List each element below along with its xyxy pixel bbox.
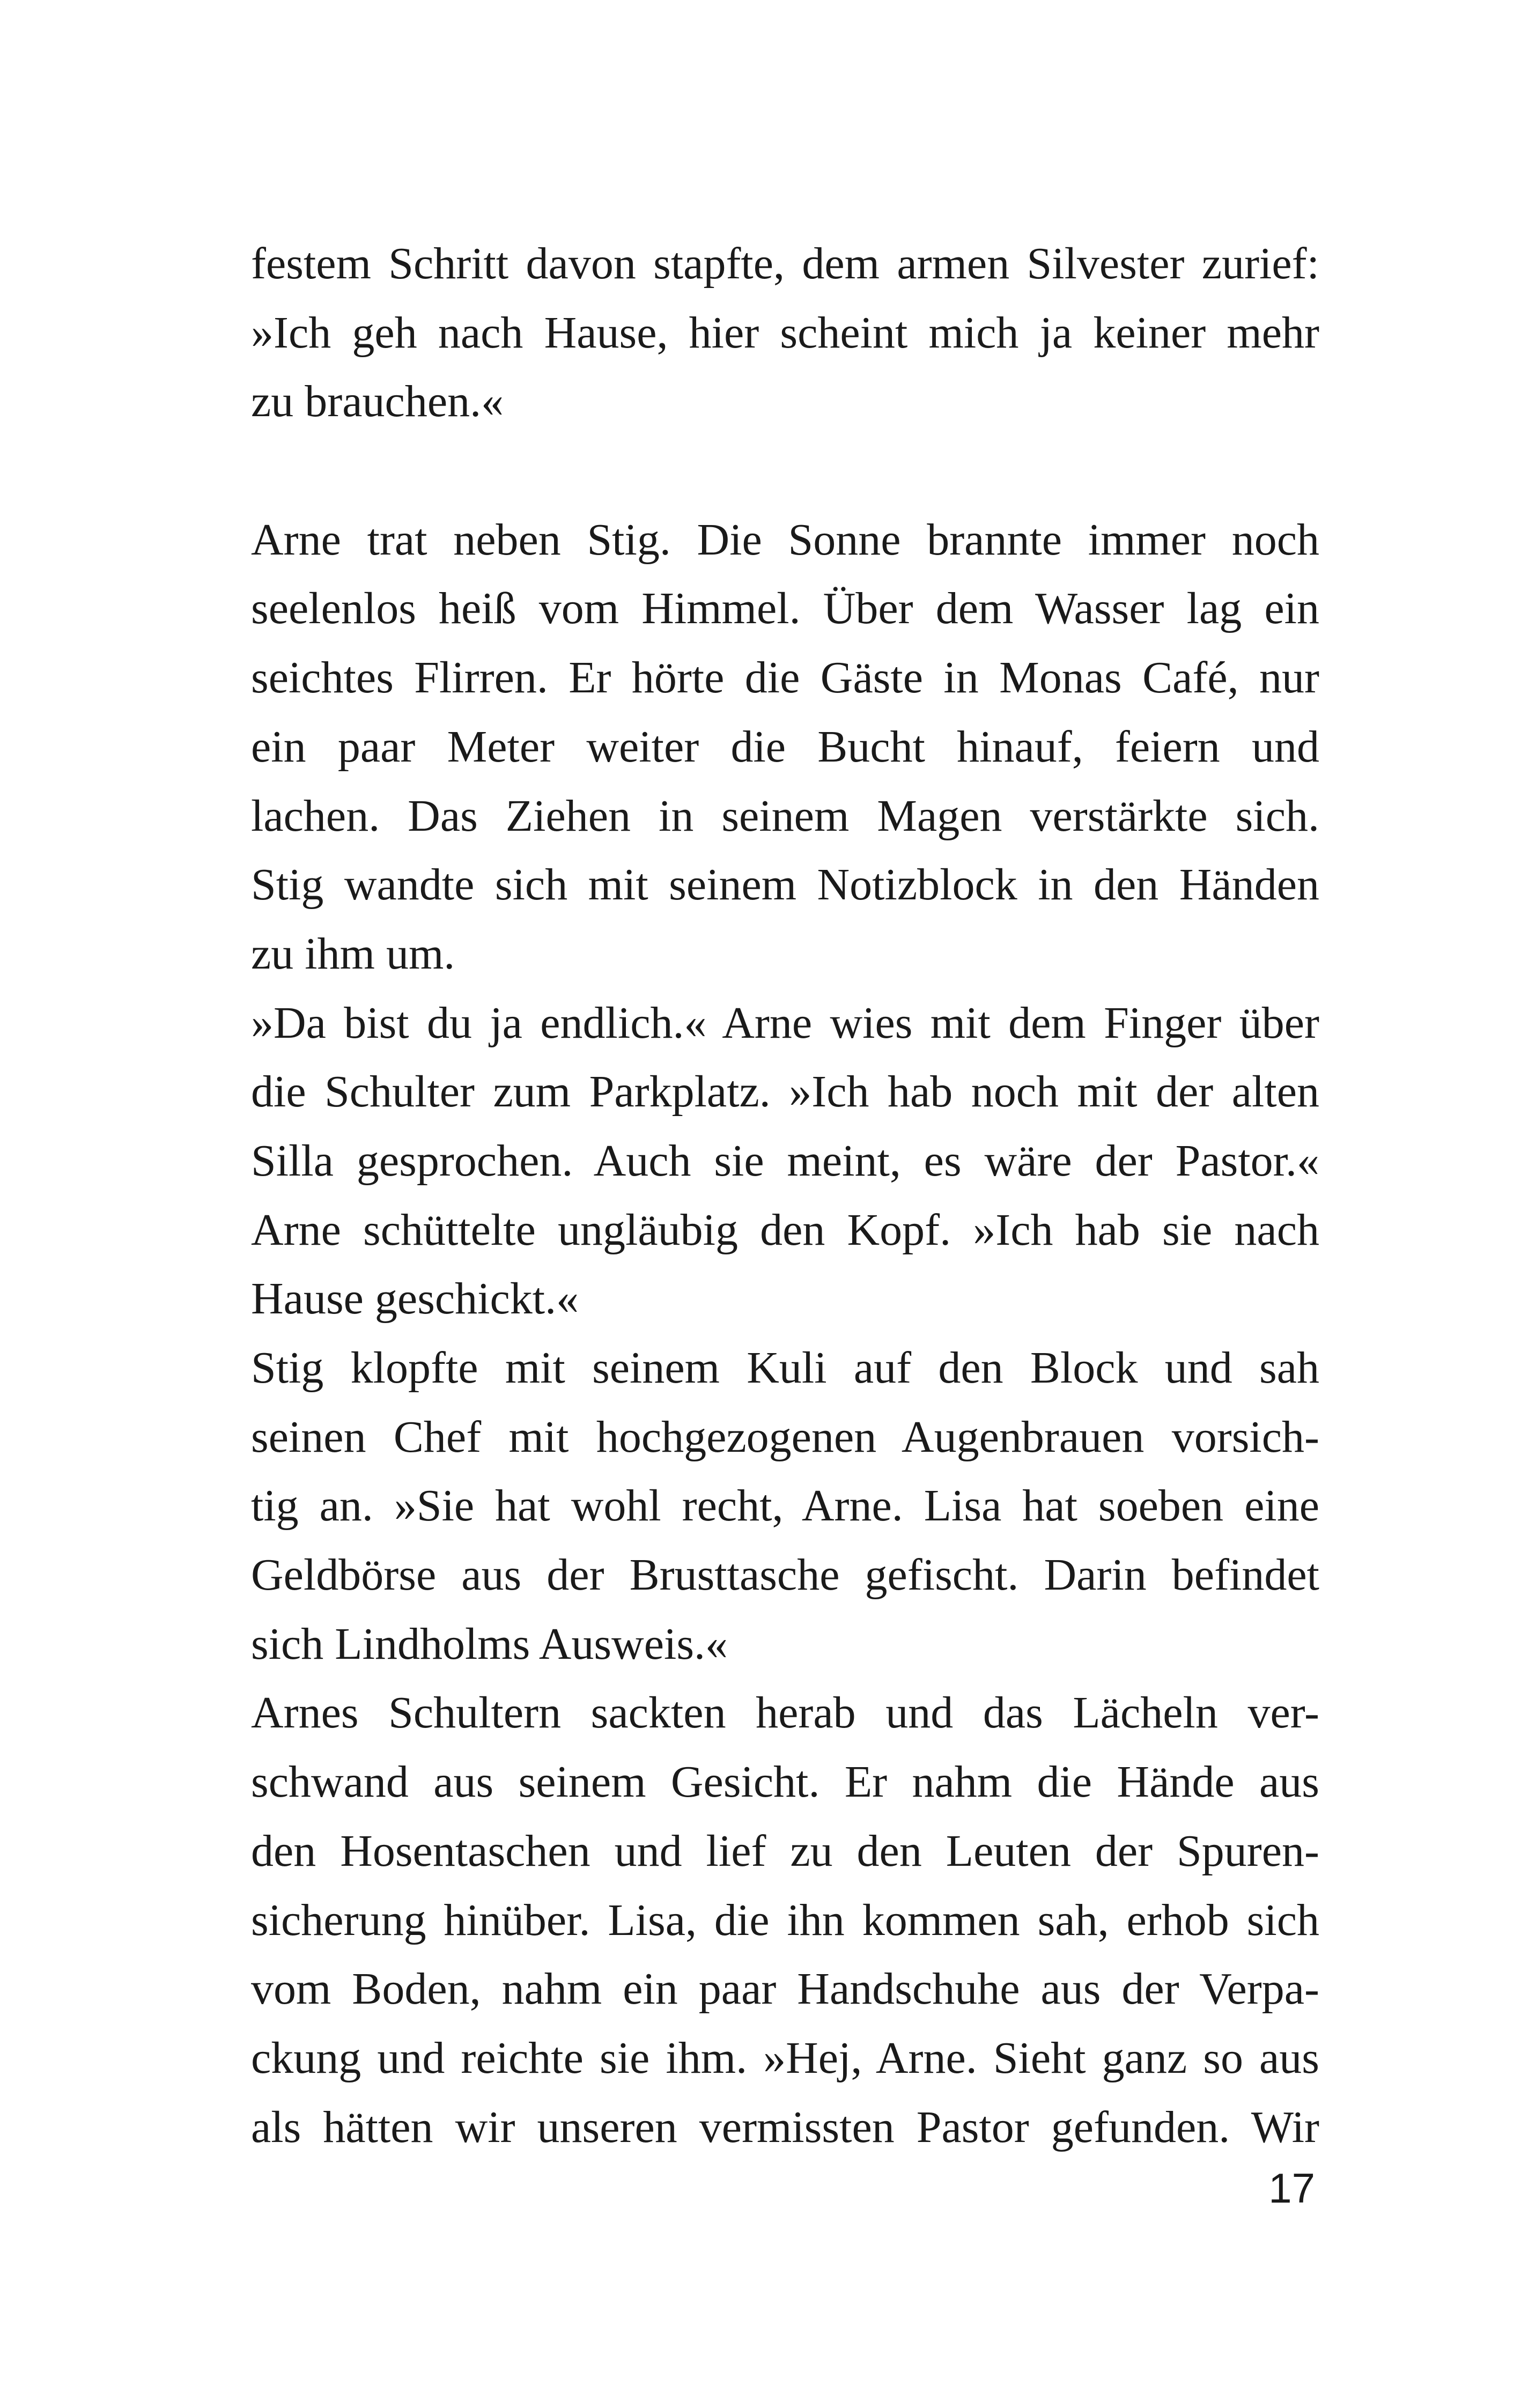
- paragraph: [251, 989, 1319, 1334]
- paragraph: [251, 506, 1319, 989]
- text-line: zu ihm um.: [251, 928, 455, 979]
- text-line: Arne schüttelte ungläubig den Kopf. »Ich hab sie nach: [251, 1205, 1319, 1255]
- text-line: schwand aus seinem Gesicht. Er nahm die Hände aus: [251, 1757, 1319, 1807]
- text-line: ckung und reichte sie ihm. »Hej, Arne. Sieht ganz so aus: [251, 2033, 1319, 2083]
- text-line: zu brauchen.«: [251, 376, 504, 427]
- text-line: die Schulter zum Parkplatz. »Ich hab noch mit der alten: [251, 1067, 1319, 1117]
- text-line: vom Boden, nahm ein paar Handschuhe aus der Verpa-: [251, 1964, 1319, 2014]
- text-line: lachen. Das Ziehen in seinem Magen verstärkte sich.: [251, 791, 1319, 841]
- body-text: [251, 230, 1319, 2162]
- text-line: tig an. »Sie hat wohl recht, Arne. Lisa hat soeben eine: [251, 1481, 1319, 1531]
- text-line: Stig klopfte mit seinem Kuli auf den Block und sah: [251, 1343, 1319, 1393]
- text-line: seelenlos heiß vom Himmel. Über dem Wasser lag ein: [251, 583, 1319, 634]
- text-line: Hause geschickt.«: [251, 1274, 579, 1324]
- paragraph: [251, 1334, 1319, 1679]
- text-line: »Ich geh nach Hause, hier scheint mich ja keiner mehr: [251, 307, 1319, 358]
- text-line: Geldbörse aus der Brusttasche gefischt. Darin befindet: [251, 1550, 1319, 1600]
- text-line: Stig wandte sich mit seinem Notizblock in den Händen: [251, 860, 1319, 910]
- page-number: 17: [1268, 2165, 1315, 2212]
- text-line: seinen Chef mit hochgezogenen Augenbrauen vorsich-: [251, 1412, 1319, 1462]
- paragraph: [251, 230, 1319, 437]
- paragraph: [251, 1679, 1319, 2162]
- text-line: seichtes Flirren. Er hörte die Gäste in Monas Café, nur: [251, 653, 1319, 703]
- text-line: »Da bist du ja endlich.« Arne wies mit dem Finger über: [251, 998, 1319, 1048]
- text-line: den Hosentaschen und lief zu den Leuten der Spuren-: [251, 1826, 1319, 1876]
- text-line: ein paar Meter weiter die Bucht hinauf, feiern und: [251, 721, 1319, 772]
- paragraph-gap: [251, 437, 1319, 506]
- text-line: sich Lindholms Ausweis.«: [251, 1619, 728, 1669]
- text-line: Arne trat neben Stig. Die Sonne brannte immer noch: [251, 514, 1319, 565]
- text-line: Arnes Schultern sackten herab und das Lächeln ver-: [251, 1688, 1319, 1738]
- text-line: festem Schritt davon stapfte, dem armen Silvester zurief:: [251, 239, 1319, 289]
- text-line: sicherung hinüber. Lisa, die ihn kommen sah, erhob sich: [251, 1895, 1319, 1945]
- text-line: als hätten wir unseren vermissten Pastor gefunden. Wir: [251, 2102, 1319, 2152]
- text-line: Silla gesprochen. Auch sie meint, es wäre der Pastor.«: [251, 1135, 1319, 1186]
